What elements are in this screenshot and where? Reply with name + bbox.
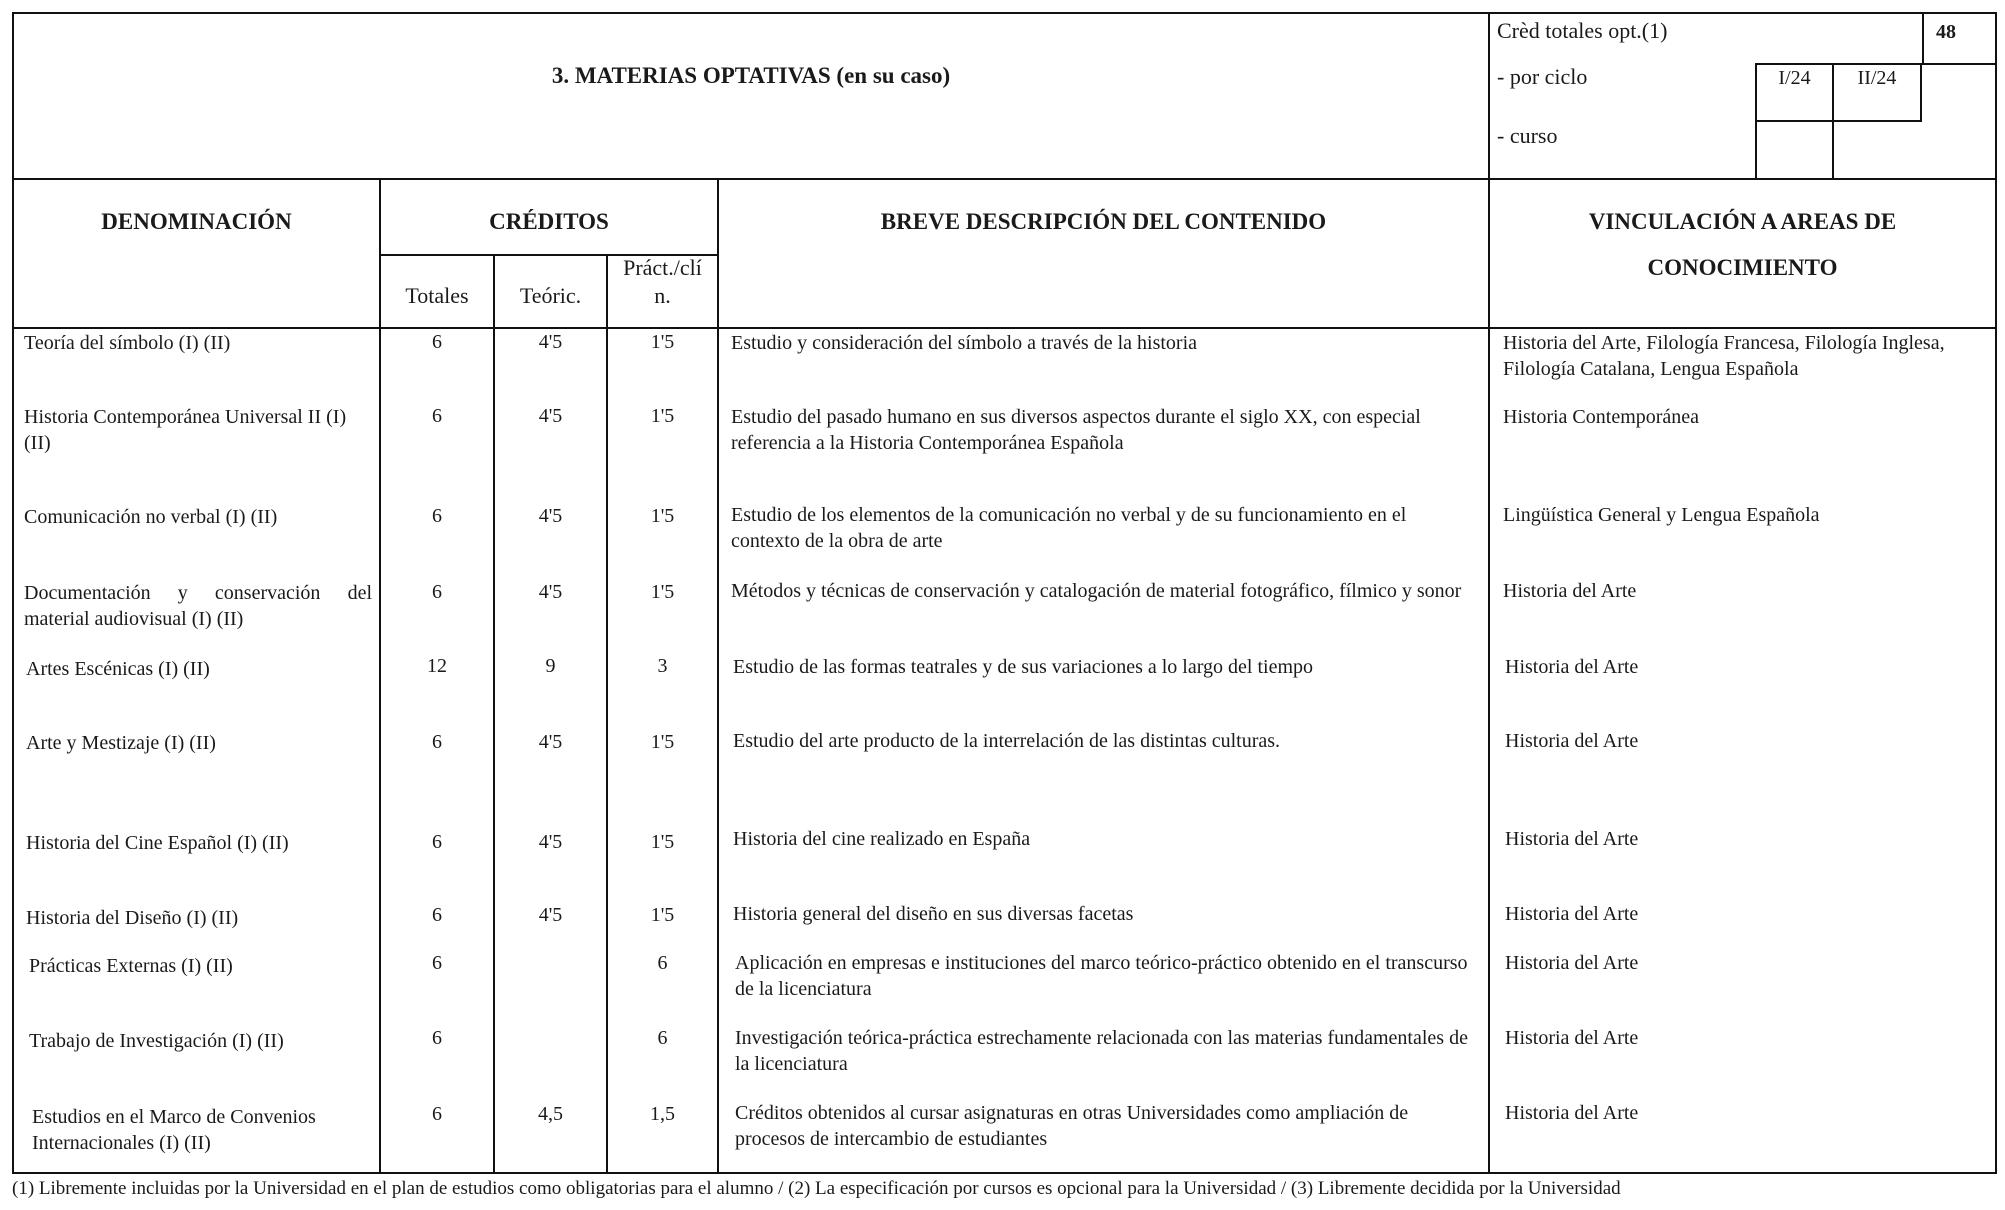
row-7-areas: Historia del Arte: [1505, 828, 1639, 850]
row-5-pract: 3: [657, 655, 668, 677]
row-4-desc: Métodos y técnicas de conservación y catalogación de material fotográfico, fílmico y sonor: [731, 580, 1462, 602]
col-totales-header: Totales: [405, 283, 469, 308]
col-pract-header-line2: n.: [654, 283, 671, 308]
rule-colheader-bottom: [12, 327, 1997, 329]
row-4-name-line2: material audiovisual (I) (II): [24, 608, 244, 630]
row-4-areas: Historia del Arte: [1503, 580, 1637, 602]
col-pract-header-line1: Práct./clí: [623, 255, 702, 280]
row-9-areas: Historia del Arte: [1505, 952, 1639, 974]
rule-table-bottom: [12, 1172, 1997, 1174]
row-10-desc: Investigación teórica-práctica estrechamente relacionada con las materias fundamentales de la licenciatura: [735, 1027, 1468, 1075]
row-5-teoric: 9: [545, 655, 556, 677]
row-3-totales: 6: [432, 505, 442, 527]
row-2-totales: 6: [432, 405, 442, 427]
ciclo-2-value: II/24: [1857, 67, 1897, 89]
box-rule: [1755, 63, 1922, 65]
row-3-pract: 1'5: [650, 505, 675, 527]
row-3-areas: Lingüística General y Lengua Española: [1503, 504, 1820, 526]
row-4-name-line1: Documentación y conservación del: [24, 582, 372, 604]
row-8-totales: 6: [432, 904, 442, 926]
row-8-teoric: 4'5: [538, 904, 563, 926]
row-11-desc: Créditos obtenidos al cursar asignaturas en otras Universidades como ampliación de procesos de intercambio de estudiantes: [735, 1102, 1409, 1150]
col-vinculacion-header-line1: VINCULACIÓN A AREAS DE: [1588, 209, 1897, 234]
row-6-totales: 6: [432, 731, 442, 753]
col-descripcion-header: BREVE DESCRIPCIÓN DEL CONTENIDO: [880, 209, 1327, 234]
row-2-desc: Estudio del pasado humano en sus diversos aspectos durante el siglo XX, con especial referencia a la Historia Contemporánea Española: [731, 406, 1421, 454]
cred-totales-label: Crèd totales opt.(1): [1497, 18, 1668, 43]
box-rule: [1755, 120, 1922, 122]
box-rule: [1922, 63, 1997, 65]
col-vinculacion-header-line2: CONOCIMIENTO: [1647, 255, 1838, 280]
row-10-areas: Historia del Arte: [1505, 1027, 1639, 1049]
row-8-desc: Historia general del diseño en sus diversas facetas: [733, 903, 1134, 925]
row-3-desc: Estudio de los elementos de la comunicación no verbal y de su funcionamiento en el contexto de la obra de arte: [731, 504, 1407, 552]
row-5-areas: Historia del Arte: [1505, 656, 1639, 678]
row-10-totales: 6: [432, 1027, 442, 1049]
row-8-areas: Historia del Arte: [1505, 903, 1639, 925]
rule-right: [1995, 12, 1997, 1174]
box-rule: [1920, 63, 1922, 122]
footnote: (1) Libremente incluidas por la Universidad en el plan de estudios como obligatorias para el alumno / (2) La especificación por cursos es opcional para la Universidad / (3) Libremente decidida por la Universidad: [12, 1178, 1621, 1199]
row-6-areas: Historia del Arte: [1505, 730, 1639, 752]
row-2-areas: Historia Contemporánea: [1503, 406, 1700, 428]
rule-col-pract: [717, 178, 719, 1174]
cred-totales-value: 48: [1936, 21, 1956, 43]
row-5-name: Artes Escénicas (I) (II): [26, 658, 210, 680]
rule-top: [12, 12, 1997, 14]
row-6-name: Arte y Mestizaje (I) (II): [26, 732, 216, 754]
row-10-pract: 6: [657, 1027, 668, 1049]
row-3-name: Comunicación no verbal (I) (II): [24, 506, 278, 528]
row-11-areas: Historia del Arte: [1505, 1102, 1639, 1124]
row-1-totales: 6: [432, 331, 442, 353]
row-10-name: Trabajo de Investigación (I) (II): [29, 1030, 284, 1052]
rule-col-totales: [493, 254, 495, 1174]
row-8-name: Historia del Diseño (I) (II): [26, 907, 239, 929]
row-9-desc: Aplicación en empresas e instituciones del marco teórico-práctico obtenido en el transcurso de la licenciatura: [735, 952, 1468, 1000]
row-1-areas: Historia del Arte, Filología Francesa, Filología Inglesa, Filología Catalana, Lengua Española: [1503, 332, 1945, 380]
row-6-teoric: 4'5: [538, 731, 563, 753]
row-11-teoric: 4,5: [538, 1103, 563, 1125]
row-2-pract: 1'5: [650, 405, 675, 427]
row-7-teoric: 4'5: [538, 831, 563, 853]
row-5-desc: Estudio de las formas teatrales y de sus variaciones a lo largo del tiempo: [733, 656, 1314, 678]
rule-header-bottom: [12, 178, 1997, 180]
row-1-name: Teoría del símbolo (I) (II): [24, 332, 231, 354]
col-denominacion-header: DENOMINACIÓN: [101, 209, 292, 234]
row-1-pract: 1'5: [650, 331, 675, 353]
row-1-teoric: 4'5: [538, 331, 563, 353]
row-11-totales: 6: [432, 1103, 442, 1125]
row-8-pract: 1'5: [650, 904, 675, 926]
row-2-teoric: 4'5: [538, 405, 563, 427]
rule-left: [12, 12, 14, 1174]
row-9-pract: 6: [657, 952, 668, 974]
curso-label: - curso: [1497, 123, 1558, 148]
row-4-teoric: 4'5: [538, 581, 563, 603]
row-11-name: Estudios en el Marco de Convenios Internacionales (I) (II): [32, 1106, 316, 1154]
row-6-desc: Estudio del arte producto de la interrelación de las distintas culturas.: [733, 730, 1281, 752]
row-4-totales: 6: [432, 581, 442, 603]
por-ciclo-label: - por ciclo: [1497, 64, 1588, 89]
row-6-pract: 1'5: [650, 731, 675, 753]
row-7-pract: 1'5: [650, 831, 675, 853]
row-7-name: Historia del Cine Español (I) (II): [26, 832, 289, 854]
rule-col-desc: [1488, 12, 1490, 1174]
row-4-pract: 1'5: [650, 581, 675, 603]
row-9-name: Prácticas Externas (I) (II): [29, 955, 233, 977]
row-2-name: Historia Contemporánea Universal II (I) (II): [24, 406, 347, 454]
row-7-totales: 6: [432, 831, 442, 853]
row-11-pract: 1,5: [650, 1103, 675, 1125]
row-5-totales: 12: [427, 655, 447, 677]
row-9-totales: 6: [432, 952, 442, 974]
row-1-desc: Estudio y consideración del símbolo a través de la historia: [731, 332, 1197, 354]
section-title: 3. MATERIAS OPTATIVAS (en su caso): [551, 63, 951, 88]
col-creditos-header: CRÉDITOS: [489, 209, 609, 234]
col-teoric-header: Teóric.: [519, 283, 582, 308]
ciclo-1-value: I/24: [1778, 67, 1811, 89]
row-3-teoric: 4'5: [538, 505, 563, 527]
row-7-desc: Historia del cine realizado en España: [733, 828, 1031, 850]
